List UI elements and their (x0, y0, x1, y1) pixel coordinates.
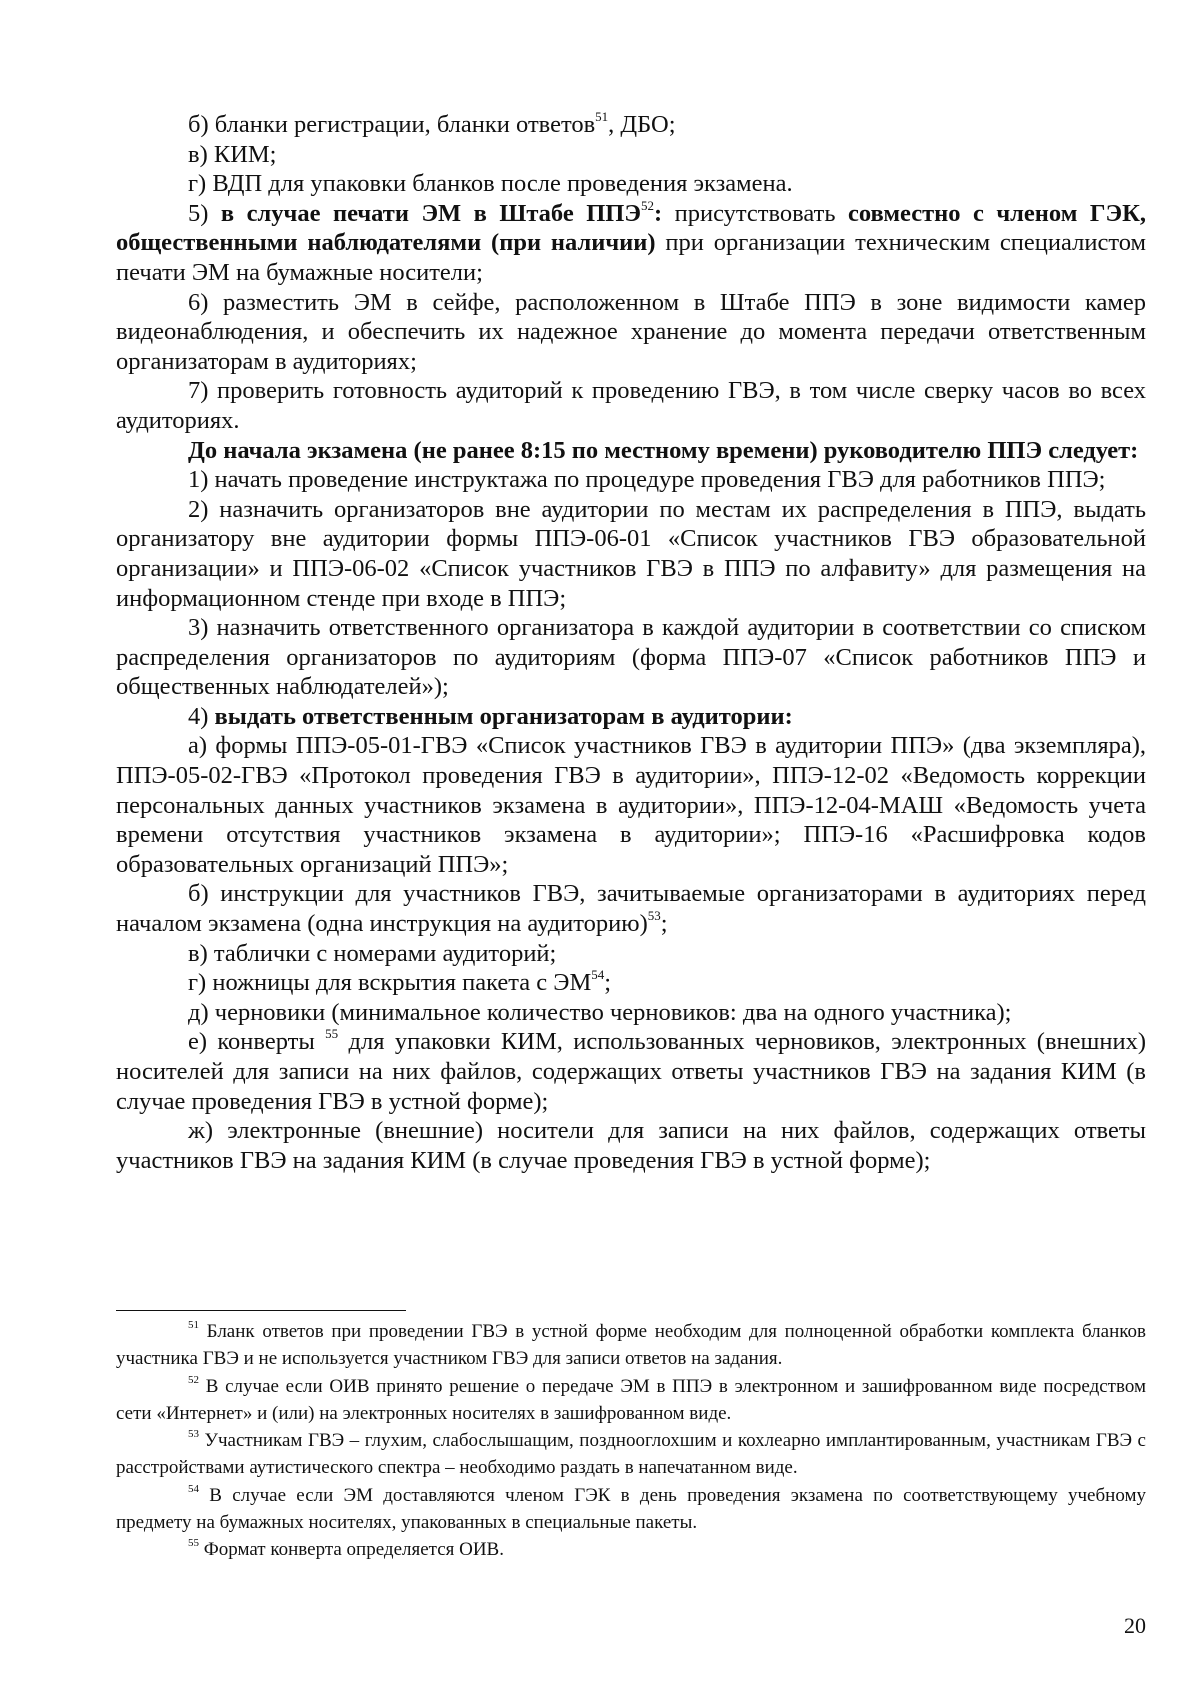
paragraph: д) черновики (минимальное количество черновиков: два на одного участника); (188, 998, 1012, 1026)
footnote-divider (116, 1310, 406, 1311)
paragraph: 6) разместить ЭМ в сейфе, расположенном в Штабе ППЭ в зоне видимости камер видеонаблюдения, и обеспечить их надежное хранение до момента передачи ответственным организаторам в аудиториях; (116, 288, 1146, 375)
footnote-ref: 54 (591, 967, 605, 983)
paragraph: 2) назначить организаторов вне аудитории по местам их распределения в ППЭ, выдать организатору вне аудитории формы ППЭ-06-01 «Список участников ГВЭ образовательной организации» и ППЭ-06-02 «Список участников ГВЭ в ППЭ по алфавиту» для размещения на информационном стенде при входе в ППЭ; (116, 495, 1146, 612)
paragraph: в) КИМ; (188, 140, 277, 168)
paragraph: г) ножницы для вскрытия пакета с ЭМ$^{54}$; (188, 967, 612, 997)
paragraph: 7) проверить готовность аудиторий к проведению ГВЭ, в том числе сверку часов во всех аудиториях. (116, 377, 1146, 434)
footnote: $^{54}$ В случае если ЭМ доставляются членом ГЭК в день проведения экзамена по соответствующему учебному предмету на бумажных носителях, упакованных в специальные пакеты. (116, 1482, 1146, 1534)
footnote: $^{53}$ Участникам ГВЭ – глухим, слабослышащим, позднооглохшим и кохлеарно имплантированным, участникам ГВЭ с расстройствами аутистического спектра – необходимо раздать в напечатанном виде. (116, 1428, 1146, 1479)
paragraph: а) формы ППЭ-05-01-ГВЭ «Список участников ГВЭ в аудитории ППЭ» (два экземпляра), ППЭ-05-02-ГВЭ «Протокол проведения ГВЭ в аудитории», ППЭ-12-02 «Ведомость коррекции персональных данных участников экзамена в аудитории», ППЭ-12-04-МАШ «Ведомость учета времени отсутствия участников экзамена в аудитории»; ППЭ-16 «Расшифровка кодов образовательных организаций ППЭ»; (116, 732, 1146, 878)
footnote: $^{51}$ Бланк ответов при проведении ГВЭ в устной форме необходим для полноценной обработки комплекта бланков участника ГВЭ и не используется участником ГВЭ для записи ответов на задания. (116, 1319, 1146, 1370)
paragraph: в) таблички с номерами аудиторий; (188, 939, 557, 967)
body-text (116, 110, 1146, 1175)
footnote: $^{52}$ В случае если ОИВ принято решение о передаче ЭМ в ППЭ в электронном и зашифрованном виде посредством сети «Интернет» и (или) на электронных носителях в зашифрованном виде. (116, 1373, 1146, 1424)
paragraph: б) бланки регистрации, бланки ответов$^{51}$, ДБО; (188, 109, 676, 138)
paragraph: б) инструкции для участников ГВЭ, зачитываемые организаторами в аудиториях перед началом экзамена (одна инструкция на аудиторию)$^{53}$; (116, 880, 1146, 938)
paragraph: 4) выдать ответственным организаторам в аудитории: (188, 702, 793, 730)
section-heading: До начала экзамена (не ранее 8:15 по местному времени) руководителю ППЭ следует: (188, 436, 1139, 464)
paragraph: ж) электронные (внешние) носители для записи на них файлов, содержащих ответы участников ГВЭ на задания КИМ (в случае проведения ГВЭ в устной форме); (116, 1117, 1146, 1174)
paragraph: 1) начать проведение инструктажа по процедуре проведения ГВЭ для работников ППЭ; (188, 466, 1106, 494)
footnote-ref: 55 (325, 1026, 339, 1042)
footnote-ref: 52 (640, 197, 654, 213)
paragraph: 3) назначить ответственного организатора в каждой аудитории в соответствии со списком распределения организаторов по аудиториям (форма ППЭ-07 «Список работников ППЭ и общественных наблюдателей»); (116, 614, 1146, 701)
paragraph: 5) в случае печати ЭМ в Штабе ППЭ$^{52}$: присутствовать совместно с членом ГЭК, общественными наблюдателями (при наличии) при организации техническим специалистом печати ЭМ на бумажные носители; (116, 197, 1146, 286)
footnote: $^{55}$ Формат конверта определяется ОИВ. (188, 1537, 504, 1561)
footnotes (116, 1318, 1146, 1564)
page-number: 20 (1124, 1613, 1146, 1638)
footnote-ref: 51 (595, 109, 609, 124)
paragraph: е) конверты $^{55}$ для упаковки КИМ, использованных черновиков, электронных (внешних) носителей для записи на них файлов, содержащих ответы участников ГВЭ на задания КИМ (в случае проведения ГВЭ в устной форме); (116, 1026, 1147, 1115)
paragraph: г) ВДП для упаковки бланков после проведения экзамена. (188, 170, 793, 198)
footnote-ref: 53 (647, 908, 661, 924)
